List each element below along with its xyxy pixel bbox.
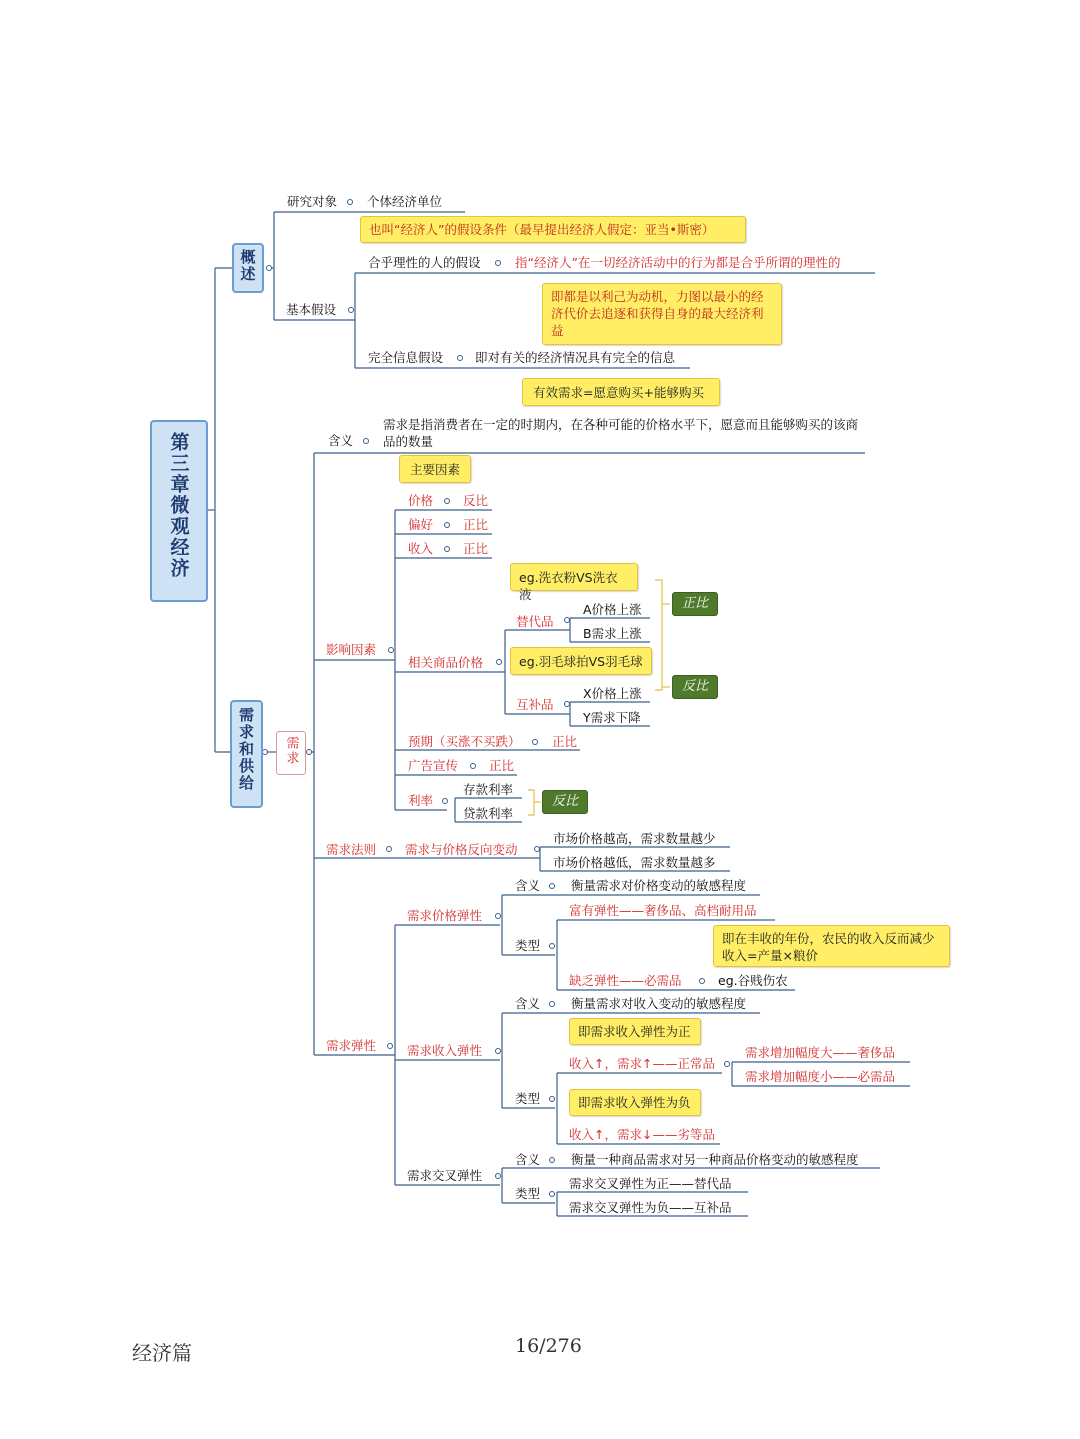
price-elasticity-meaning-label: 含义 xyxy=(515,878,541,893)
factor-advertising-value: 正比 xyxy=(489,758,515,773)
complement-y: Y需求下降 xyxy=(583,710,641,725)
cross-elasticity-positive: 需求交叉弹性为正——替代品 xyxy=(569,1176,732,1191)
complement-x: X价格上涨 xyxy=(583,686,642,701)
income-elasticity-luxury: 需求增加幅度大——奢侈品 xyxy=(745,1045,896,1060)
factor-preference-value: 正比 xyxy=(463,517,489,532)
assumptions-label: 基本假设 xyxy=(286,302,337,317)
rational-assumption-label: 合乎理性的人的假设 xyxy=(368,255,481,270)
cross-elasticity-negative: 需求交叉弹性为负——互补品 xyxy=(569,1200,732,1215)
note-effective-demand: 有效需求=愿意购买+能够购买 xyxy=(522,378,720,406)
interest-deposit: 存款利率 xyxy=(463,782,514,797)
note-substitute-example: eg.洗衣粉VS洗衣液 xyxy=(510,563,638,591)
factor-interest-label: 利率 xyxy=(408,793,434,808)
footer-page-number: 16/276 xyxy=(515,1335,582,1357)
law-label: 需求法则 xyxy=(326,842,377,857)
topic-supply-demand[interactable] xyxy=(230,700,263,808)
topic-overview[interactable] xyxy=(232,243,264,293)
note-farmer-income: 即在丰收的年份，农民的收入反而减少 收入=产量×粮价 xyxy=(713,925,950,967)
price-elasticity-lack: 缺乏弹性——必需品 xyxy=(569,973,682,988)
cross-elasticity-type-label: 类型 xyxy=(515,1186,541,1201)
research-object-value: 个体经济单位 xyxy=(367,194,443,209)
factor-expectation-label: 预期（买涨不买跌） xyxy=(408,734,521,749)
demand-meaning-value: 需求是指消费者在一定的时期内，在各种可能的价格水平下，愿意而且能够购买的该商品的数量 xyxy=(383,417,859,449)
cross-elasticity-meaning-label: 含义 xyxy=(515,1152,541,1167)
income-elasticity-necessity: 需求增加幅度小——必需品 xyxy=(745,1069,896,1084)
factor-income-label: 收入 xyxy=(408,541,434,556)
interest-loan: 贷款利率 xyxy=(463,806,514,821)
research-object-label: 研究对象 xyxy=(287,194,338,209)
rational-assumption-value: 指“经济人”在一切经济活动中的行为都是合乎所谓的理性的 xyxy=(515,255,841,270)
cross-elasticity-meaning: 衡量一种商品需求对另一种商品价格变动的敏感程度 xyxy=(571,1152,859,1167)
demand-meaning-label: 含义 xyxy=(328,433,354,448)
complement-label: 互补品 xyxy=(516,697,554,712)
law-value: 需求与价格反向变动 xyxy=(405,842,518,857)
price-elasticity-example: eg.谷贱伤农 xyxy=(718,973,788,988)
factor-advertising-label: 广告宣传 xyxy=(408,758,459,773)
factor-preference-label: 偏好 xyxy=(408,517,434,532)
income-elasticity-meaning-label: 含义 xyxy=(515,996,541,1011)
note-complement-example: eg.羽毛球拍VS羽毛球 xyxy=(510,647,652,675)
price-elasticity-type-label: 类型 xyxy=(515,938,541,953)
income-elasticity-label: 需求收入弹性 xyxy=(407,1043,483,1058)
income-elasticity-type-label: 类型 xyxy=(515,1091,541,1106)
full-info-value: 即对有关的经济情况具有完全的信息 xyxy=(475,350,676,365)
note-income-negative: 即需求收入弹性为负 xyxy=(569,1089,701,1116)
substitute-b: B需求上涨 xyxy=(583,626,642,641)
note-income-positive: 即需求收入弹性为正 xyxy=(569,1018,701,1045)
topic-demand-label: 需求 xyxy=(283,736,299,766)
cross-elasticity-label: 需求交叉弹性 xyxy=(407,1168,483,1183)
law-high: 市场价格越高，需求数量越少 xyxy=(553,831,716,846)
price-elasticity-label: 需求价格弹性 xyxy=(407,908,483,923)
factor-income-value: 正比 xyxy=(463,541,489,556)
tag-interest-inverse: 反比 xyxy=(542,790,588,814)
price-elasticity-meaning: 衡量需求对价格变动的敏感程度 xyxy=(571,878,747,893)
note-economic-man: 也叫“经济人”的假设条件（最早提出经济人假定：亚当•斯密） xyxy=(360,216,746,243)
topic-demand[interactable] xyxy=(276,731,306,775)
full-info-label: 完全信息假设 xyxy=(368,350,444,365)
price-elasticity-rich: 富有弹性——奢侈品、高档耐用品 xyxy=(569,903,757,918)
elasticity-label: 需求弹性 xyxy=(326,1038,377,1053)
factors-label: 影响因素 xyxy=(326,642,377,657)
topic-supply-demand-label: 需求和供给 xyxy=(237,707,255,792)
income-elasticity-inferior: 收入↑，需求↓——劣等品 xyxy=(569,1127,715,1142)
income-elasticity-meaning: 衡量需求对收入变动的敏感程度 xyxy=(571,996,747,1011)
law-low: 市场价格越低，需求数量越多 xyxy=(553,855,716,870)
substitute-label: 替代品 xyxy=(516,614,554,629)
factor-related-label: 相关商品价格 xyxy=(408,655,484,670)
footer-section: 经济篇 xyxy=(132,1341,192,1365)
factor-expectation-value: 正比 xyxy=(552,734,578,749)
note-main-factors: 主要因素 xyxy=(399,455,471,483)
root-topic-label: 第三章微观经济 xyxy=(167,432,190,579)
income-elasticity-normal: 收入↑，需求↑——正常品 xyxy=(569,1056,715,1071)
factor-price-value: 反比 xyxy=(463,493,489,508)
note-rational: 即都是以利己为动机，力图以最小的经济代价去追逐和获得自身的最大经济利益 xyxy=(542,283,782,345)
topic-overview-label: 概述 xyxy=(238,249,257,283)
substitute-a: A价格上涨 xyxy=(583,602,642,617)
root-topic[interactable] xyxy=(150,420,208,602)
tag-substitute-direct: 正比 xyxy=(672,592,718,616)
tag-complement-inverse: 反比 xyxy=(672,675,718,699)
factor-price-label: 价格 xyxy=(408,493,434,508)
